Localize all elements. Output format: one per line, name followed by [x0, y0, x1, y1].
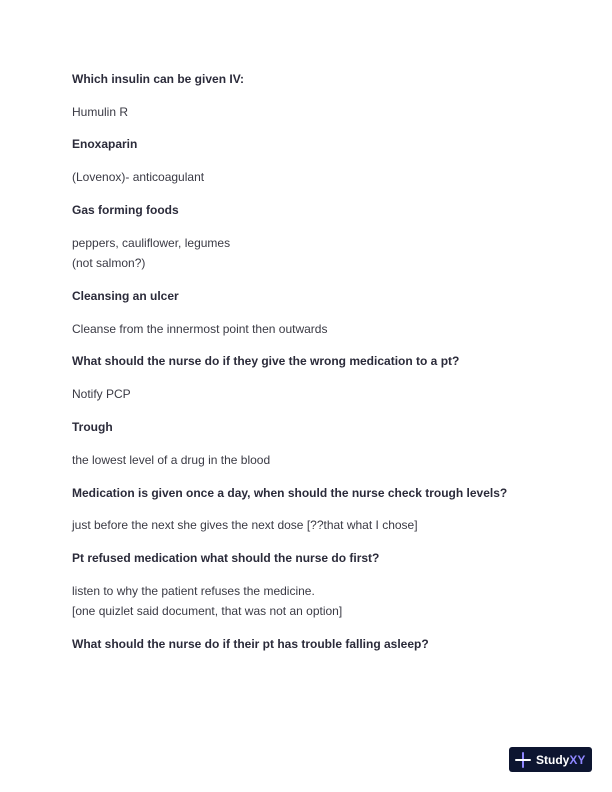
answer-insulin-iv: Humulin R	[72, 105, 129, 119]
question-insulin-iv: Which insulin can be given IV:	[72, 72, 245, 86]
question-trouble-sleeping: What should the nurse do if their pt has trouble falling asleep?	[72, 637, 429, 651]
answer-gas-forming-foods-line-1: peppers, cauliflower, legumes	[72, 236, 231, 250]
question-cleansing-ulcer: Cleansing an ulcer	[72, 289, 179, 303]
question-gas-forming-foods: Gas forming foods	[72, 203, 179, 217]
studyxy-logo	[509, 747, 592, 772]
question-trough: Trough	[72, 420, 113, 434]
question-wrong-medication: What should the nurse do if they give the wrong medication to a pt?	[72, 354, 460, 368]
answer-gas-forming-foods-line-2: (not salmon?)	[72, 256, 146, 270]
answer-wrong-medication: Notify PCP	[72, 387, 131, 401]
logo-text	[536, 753, 585, 767]
logo-text-accent: XY	[569, 752, 586, 767]
answer-refused-medication-line-1: listen to why the patient refuses the medicine.	[72, 584, 315, 598]
question-refused-medication: Pt refused medication what should the nurse do first?	[72, 551, 380, 565]
question-enoxaparin: Enoxaparin	[72, 137, 138, 151]
answer-trough-timing: just before the next she gives the next dose [??that what I chose]	[72, 518, 418, 532]
question-trough-timing: Medication is given once a day, when should the nurse check trough levels?	[72, 486, 508, 500]
answer-enoxaparin: (Lovenox)- anticoagulant	[72, 170, 205, 184]
answer-trough: the lowest level of a drug in the blood	[72, 453, 271, 467]
answer-refused-medication-line-2: [one quizlet said document, that was not an option]	[72, 604, 343, 618]
logo-text-main: Study	[536, 752, 570, 767]
plus-cross-icon	[515, 752, 531, 768]
answer-cleansing-ulcer: Cleanse from the innermost point then outwards	[72, 322, 328, 336]
